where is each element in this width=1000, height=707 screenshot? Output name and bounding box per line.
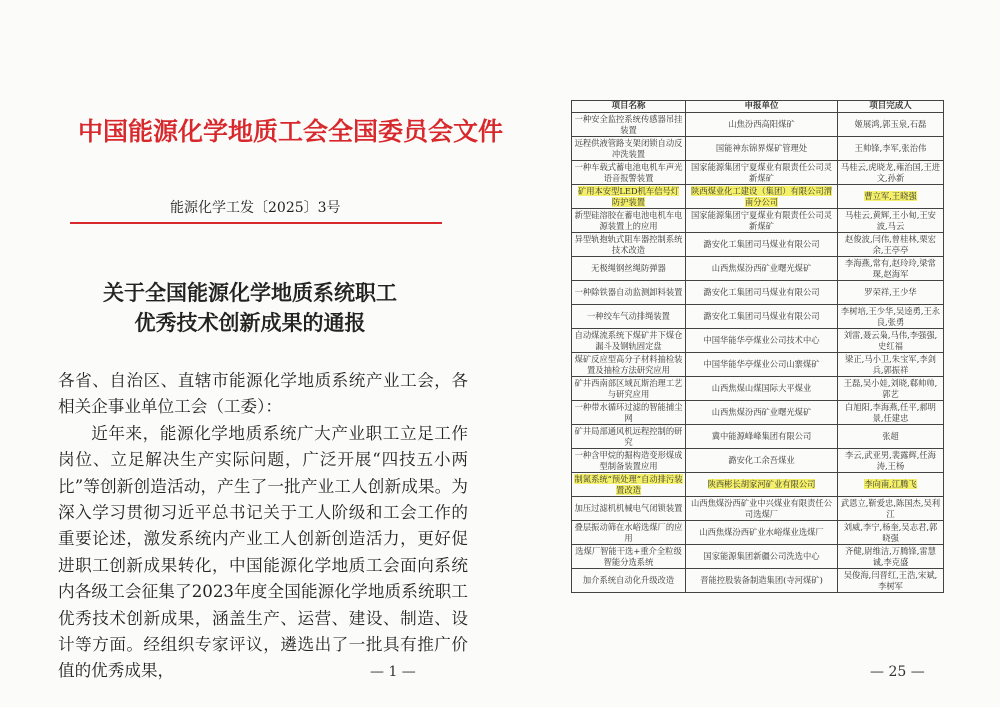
cell-project-name-text: 加压过滤机机械电气闭锁装置 [574, 503, 683, 513]
cell-unit-text: 陕西煤业化工建设（集团）有限公司渭南分公司 [690, 185, 833, 207]
cell-project-name [572, 497, 686, 521]
table-row [572, 329, 944, 353]
table-row [572, 233, 944, 257]
cell-people [838, 521, 944, 545]
cell-people-text: 李海燕,常有,赵玲玲,梁常琛,赵海军 [845, 257, 936, 279]
cell-people [838, 353, 944, 377]
cell-people-text: 张超 [882, 431, 899, 441]
table-row [572, 209, 944, 233]
cell-people-text: 王帅锋,李军,张治伟 [854, 143, 927, 153]
cell-project-name [572, 305, 686, 329]
cell-unit-text: 山焦汾西高阳煤矿 [728, 119, 795, 129]
cell-unit-text: 山西焦煤汾西矿业曙光煤矿 [711, 263, 812, 273]
cell-project-name [572, 137, 686, 161]
cell-project-name-text: 矿井局部通风机远程控制的研究 [574, 425, 683, 447]
cell-project-name-text: 自动煤流系统下煤矿井下煤仓漏斗及钢轨固定盘 [574, 329, 683, 351]
cell-people [838, 329, 944, 353]
cell-people [838, 209, 944, 233]
cell-people [838, 497, 944, 521]
document-title-line2: 优秀技术创新成果的通报 [134, 310, 366, 335]
cell-unit-text: 潞安化工余吾煤业 [728, 455, 795, 465]
document-title-line1: 关于全国能源化学地质系统职工 [103, 280, 397, 305]
cell-project-name-text: 制氮系统“预处理”自动排污装置改造 [574, 473, 683, 495]
cell-people [838, 281, 944, 305]
cell-unit [686, 113, 838, 137]
table-row [572, 521, 944, 545]
cell-project-name-text: 新型硅溶胶在蓄电池电机车电源装置上的应用 [574, 209, 683, 231]
table-row [572, 545, 944, 569]
cell-people [838, 569, 944, 593]
table-row [572, 569, 944, 593]
cell-people [838, 425, 944, 449]
cell-project-name [572, 521, 686, 545]
cell-project-name [572, 209, 686, 233]
cell-unit-text: 国家能源集团新疆公司洗选中心 [703, 551, 820, 561]
page-right [500, 0, 1000, 707]
table-row [572, 353, 944, 377]
cell-project-name [572, 353, 686, 377]
table-row [572, 161, 944, 185]
cell-unit [686, 569, 838, 593]
cell-project-name-text: 一种绞车气动排绳装置 [587, 311, 670, 321]
cell-people [838, 257, 944, 281]
cell-unit-text: 山西焦煤汾西矿业中兴煤业有限责任公司选煤厂 [690, 497, 833, 519]
table-row [572, 137, 944, 161]
table-row [572, 257, 944, 281]
cell-project-name [572, 569, 686, 593]
cell-project-name-text: 无极绳钢丝绳防弹器 [591, 263, 666, 273]
cell-unit [686, 425, 838, 449]
cell-people-text: 齐健,尉维洁,万腾锋,雷慧诚,李克盛 [845, 545, 936, 567]
cell-unit [686, 209, 838, 233]
cell-people-text: 刘雷,聂云枭,马伟,李强强,史红福 [843, 329, 938, 351]
document-header: 中国能源化学地质工会全国委员会文件 [78, 117, 504, 146]
cell-people [838, 449, 944, 473]
cell-people [838, 305, 944, 329]
cell-project-name-text: 叠层振动筛在水峪选煤厂的应用 [574, 521, 683, 543]
cell-project-name-text: 选煤厂智能干选+重介全粒级智能分选系统 [575, 545, 682, 567]
cell-project-name [572, 425, 686, 449]
table-row [572, 305, 944, 329]
cell-project-name [572, 473, 686, 497]
awards-table [571, 100, 944, 593]
cell-people [838, 401, 944, 425]
cell-people-text: 武恩立,靳爱忠,陈国杰,吴利江 [840, 497, 941, 519]
page-number: — 25 — [870, 664, 925, 680]
cell-people [838, 161, 944, 185]
cell-project-name-text: 远程供液管路支架闭锁自动反冲洗装置 [574, 137, 683, 159]
cell-unit-text: 国家能源集团宁夏煤业有限责任公司灵新煤矿 [690, 209, 833, 231]
cell-project-name [572, 161, 686, 185]
cell-unit-text: 国能神东锦界煤矿管理处 [715, 143, 808, 153]
cell-unit-text: 山西焦煤汾西矿业曙光煤矿 [711, 407, 812, 417]
cell-people-text: 马桂云,黄辉,王小甸,王安波,马云 [845, 209, 936, 231]
cell-unit-text: 潞安化工集团司马煤业有限公司 [703, 287, 820, 297]
cell-project-name [572, 377, 686, 401]
table-row [572, 497, 944, 521]
cell-unit-text: 山西焦煤山煤国际大平煤业 [711, 383, 812, 393]
cell-project-name [572, 113, 686, 137]
header-people: 项目完成人 [838, 101, 944, 113]
cell-unit [686, 161, 838, 185]
cell-unit-text: 国家能源集团宁夏煤业有限责任公司灵新煤矿 [690, 161, 833, 183]
cell-people-text: 梁正,马小卫,朱宝军,李剑兵,郭振祥 [845, 353, 936, 375]
cell-people-text: 李向南,江腾飞 [864, 479, 917, 489]
cell-people-text: 曹立军,王晓强 [864, 191, 917, 201]
document-number: 能源化学工发〔2025〕3号 [170, 200, 341, 216]
cell-people [838, 473, 944, 497]
cell-people [838, 113, 944, 137]
cell-people-text: 赵俊波,闫伟,曾桂林,栗宏余,王亭亭 [845, 233, 936, 255]
table-row [572, 449, 944, 473]
table-row [572, 377, 944, 401]
cell-project-name [572, 281, 686, 305]
cell-project-name-text: 一种含甲烷的掘构造变形煤成型制备装置应用 [574, 449, 683, 471]
cell-people-text: 马桂云,虎晓龙,雍治国,王进文,孙新 [840, 161, 941, 183]
cell-project-name [572, 257, 686, 281]
cell-people-text: 李树培,王少华,吴逵勇,王永良,张勇 [840, 305, 941, 327]
cell-people [838, 377, 944, 401]
cell-unit [686, 353, 838, 377]
cell-project-name [572, 185, 686, 209]
cell-people-text: 白旭阳,李海燕,任平,郝明景,任建忠 [845, 401, 936, 423]
cell-unit-text: 中国华能华亭煤业公司技术中心 [703, 335, 820, 345]
cell-people [838, 137, 944, 161]
body-paragraph: 近年来，能源化学地质系统广大产业职工立足工作岗位、立足解决生产实际问题，广泛开展“四技五小两比”等创新创造活动，产生了一批产业工人创新成果。为深入学习贯彻习近平总书记关于工人阶级和工会工作的重要论述，激发系统内产业工人创新创造活力，更好促进职工创新成果转化，中国能源化学地质工会面向系统内各级工会征集了2023年度全国能源化学地质系统职工优秀技术创新成果，涵盖生产、运营、建设、制造、设计等方面。经组织专家评议，遴选出了一批具有推广价值的优秀成果， [58, 423, 468, 681]
cell-project-name [572, 329, 686, 353]
cell-project-name-text: 一种车载式蓄电池电机车声光语音报警装置 [574, 161, 683, 183]
cell-people-text: 吴俊海,闫晋红,王浩,宋斌,李树军 [843, 569, 938, 591]
cell-unit [686, 185, 838, 209]
cell-unit [686, 305, 838, 329]
cell-project-name-text: 矿井西南部区域瓦斯治理工艺与研究应用 [574, 377, 683, 399]
cell-project-name-text: 加介系统自动化升级改造 [582, 575, 675, 585]
cell-unit-text: 冀中能源峰峰集团有限公司 [711, 431, 812, 441]
cell-unit [686, 329, 838, 353]
cell-project-name [572, 449, 686, 473]
table-header-row [572, 101, 944, 113]
cell-unit [686, 233, 838, 257]
cell-unit [686, 449, 838, 473]
cell-unit [686, 281, 838, 305]
cell-unit [686, 257, 838, 281]
cell-project-name [572, 545, 686, 569]
cell-people-text: 刘威,李宁,杨奎,吴志君,郭晓强 [843, 521, 938, 543]
cell-unit [686, 137, 838, 161]
table-row [572, 185, 944, 209]
table-row [572, 281, 944, 305]
cell-unit [686, 401, 838, 425]
cell-project-name-text: 矿用本安型LED机车信号灯防护装置 [577, 185, 680, 207]
cell-unit-text: 晋能控股装备制造集团(寺河煤矿) [700, 575, 823, 585]
cell-people [838, 233, 944, 257]
cell-project-name [572, 401, 686, 425]
salutation: 各省、自治区、直辖市能源化学地质系统产业工会，各相关企事业单位工会（工委）： [58, 371, 468, 417]
cell-people [838, 545, 944, 569]
document-body [58, 368, 468, 685]
cell-unit-text: 潞安化工集团司马煤业有限公司 [703, 239, 820, 249]
table-row [572, 473, 944, 497]
cell-project-name-text: 一种安全监控系统传感器吊挂装置 [574, 113, 683, 135]
cell-people-text: 李云,武亚男,裴露辉,任海涛,王杨 [845, 449, 936, 471]
header-unit: 申报单位 [686, 101, 838, 113]
header-divider [70, 222, 442, 224]
cell-project-name-text: 煤矿反应型高分子材料抽检装置及抽检方法研究应用 [574, 353, 683, 375]
table-row [572, 113, 944, 137]
cell-project-name-text: 一种除铁器自动监测卸料装置 [574, 287, 683, 297]
cell-unit [686, 545, 838, 569]
cell-unit-text: 潞安化工集团司马煤业有限公司 [703, 311, 820, 321]
cell-project-name-text: 异型轨抱轨式阻车器控制系统技术改造 [574, 233, 683, 255]
cell-unit [686, 473, 838, 497]
cell-unit [686, 521, 838, 545]
cell-people-text: 姬展鸿,郭玉泉,石磊 [854, 119, 927, 129]
cell-unit-text: 中国华能华亭煤业公司山寨煤矿 [703, 359, 820, 369]
table-row [572, 425, 944, 449]
cell-unit [686, 497, 838, 521]
cell-people-text: 王磊,吴小娃,刘晓,郗帅帅,郭艺 [843, 377, 938, 399]
cell-project-name [572, 233, 686, 257]
header-project-name: 项目名称 [572, 101, 686, 113]
cell-people [838, 185, 944, 209]
cell-unit-text: 山西焦煤汾西矿业水峪煤业选煤厂 [699, 527, 824, 537]
cell-people-text: 罗荣祥,王少华 [864, 287, 917, 297]
cell-unit-text: 陕西彬长胡家河矿业有限公司 [707, 479, 816, 489]
page-number: — 1 — [370, 664, 416, 680]
table-row [572, 401, 944, 425]
cell-unit [686, 377, 838, 401]
cell-project-name-text: 一种带水循环过滤的智能捕尘网 [574, 401, 683, 423]
